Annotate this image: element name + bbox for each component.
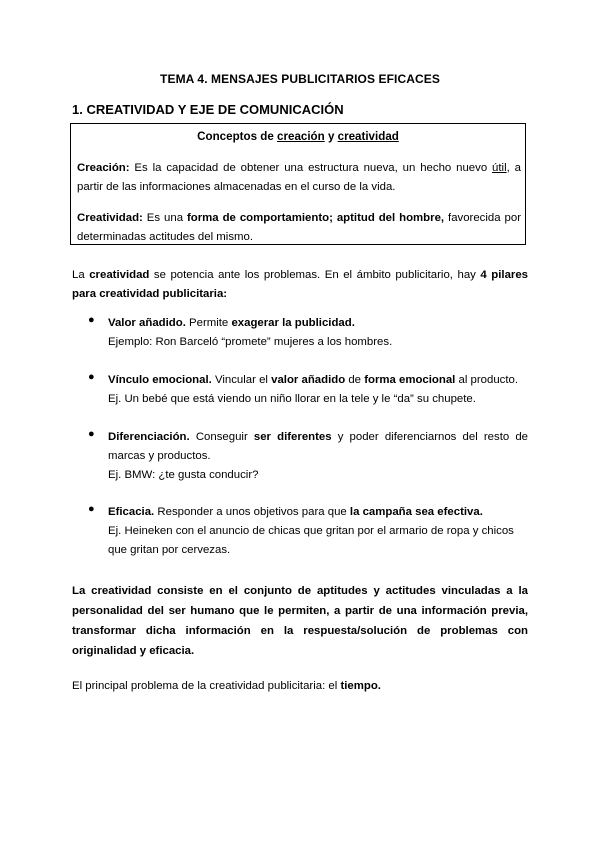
heading-word-creatividad: creatividad: [337, 130, 399, 143]
definition-text: Es la capacidad de obtener una estructura nueva, un hecho nuevo: [129, 162, 493, 174]
list-item-example: Ej. BMW: ¿te gusta conducir?: [108, 469, 259, 481]
intro-bold: creatividad: [89, 269, 150, 281]
list-item: [108, 371, 528, 409]
intro-paragraph: [72, 266, 528, 304]
list-item-text: de: [345, 374, 365, 386]
bold-phrase: forma de comportamiento; aptitud del hombre,: [187, 212, 445, 224]
list-item-bold: la campaña sea efectiva.: [349, 506, 483, 518]
definition-text: favorecida por determinadas actitudes del mismo.: [77, 212, 521, 243]
list-item-main: [108, 503, 528, 522]
final-bold: tiempo.: [340, 680, 381, 692]
list-item-example: Ej. Un bebé que está viendo un niño llorar en la tele y le “da” su chupete.: [108, 393, 476, 405]
list-item-term: Valor añadido.: [108, 317, 186, 329]
intro-text: La: [72, 269, 90, 281]
bullet-dot-icon: ●: [88, 503, 95, 515]
final-text: El principal problema de la creatividad publicitaria: el: [72, 680, 341, 692]
heading-prefix: Conceptos de: [197, 130, 278, 143]
list-item-example: Ej. Heineken con el anuncio de chicas que gritan por el armario de ropa y chicos que gritan por cervezas.: [108, 525, 514, 556]
document-title: TEMA 4. MENSAJES PUBLICITARIOS EFICACES: [160, 72, 440, 86]
word-util: útil: [492, 162, 507, 174]
concepts-box-heading: [71, 130, 525, 143]
definition-creacion: [77, 159, 521, 197]
list-item-term: Vínculo emocional.: [108, 374, 212, 386]
list-item-text: Permite: [185, 317, 232, 329]
list-item-term: Eficacia.: [108, 506, 155, 518]
final-paragraph: [72, 677, 528, 696]
conclusion-paragraph: La creatividad consiste en el conjunto de aptitudes y actitudes vinculadas a la personalidad del ser humano que le permiten, a partir de una información previa, transformar dicha información en la respuesta/solución de problemas con originalidad y eficacia.: [72, 585, 528, 657]
list-item-bold: ser diferentes: [253, 431, 332, 443]
bullet-dot-icon: ●: [88, 428, 95, 440]
definition-text: Es una: [142, 212, 187, 224]
section-heading: 1. CREATIVIDAD Y EJE DE COMUNICACIÓN: [72, 102, 344, 117]
list-item-text: al producto.: [455, 374, 519, 386]
list-item-bold: exagerar la publicidad.: [231, 317, 355, 329]
list-item-text: y poder diferenciarnos del resto de marcas y productos.: [108, 431, 528, 462]
intro-bold: 4 pilares para creatividad publicitaria:: [72, 269, 529, 300]
list-item-text: Vincular el: [211, 374, 272, 386]
list-item-term: Diferenciación.: [108, 431, 190, 443]
bullet-dot-icon: ●: [88, 371, 95, 383]
list-item-main: [108, 428, 528, 466]
list-item-bold: valor añadido: [271, 374, 346, 386]
heading-connector: y: [324, 130, 338, 143]
list-item: [108, 314, 528, 352]
list-item: [108, 428, 528, 485]
intro-text: se potencia ante los problemas. En el ámbito publicitario, hay: [149, 269, 481, 281]
list-item-main: [108, 371, 528, 390]
definition-text: , a partir de las informaciones almacenadas en el curso de la vida.: [77, 162, 521, 193]
list-item-main: [108, 314, 528, 333]
term-creacion: Creación:: [77, 162, 130, 174]
concepts-box: [70, 123, 526, 245]
list-item-text: Responder a unos objetivos para que: [154, 506, 350, 518]
list-item-text: Conseguir: [189, 431, 254, 443]
bullet-dot-icon: ●: [88, 314, 95, 326]
term-creatividad: Creatividad:: [77, 212, 143, 224]
heading-word-creacion: creación: [277, 130, 325, 143]
list-item: [108, 503, 528, 560]
definition-creatividad: [77, 209, 521, 247]
list-item-bold: forma emocional: [364, 374, 456, 386]
list-item-example: Ejemplo: Ron Barceló “promete” mujeres a los hombres.: [108, 336, 393, 348]
